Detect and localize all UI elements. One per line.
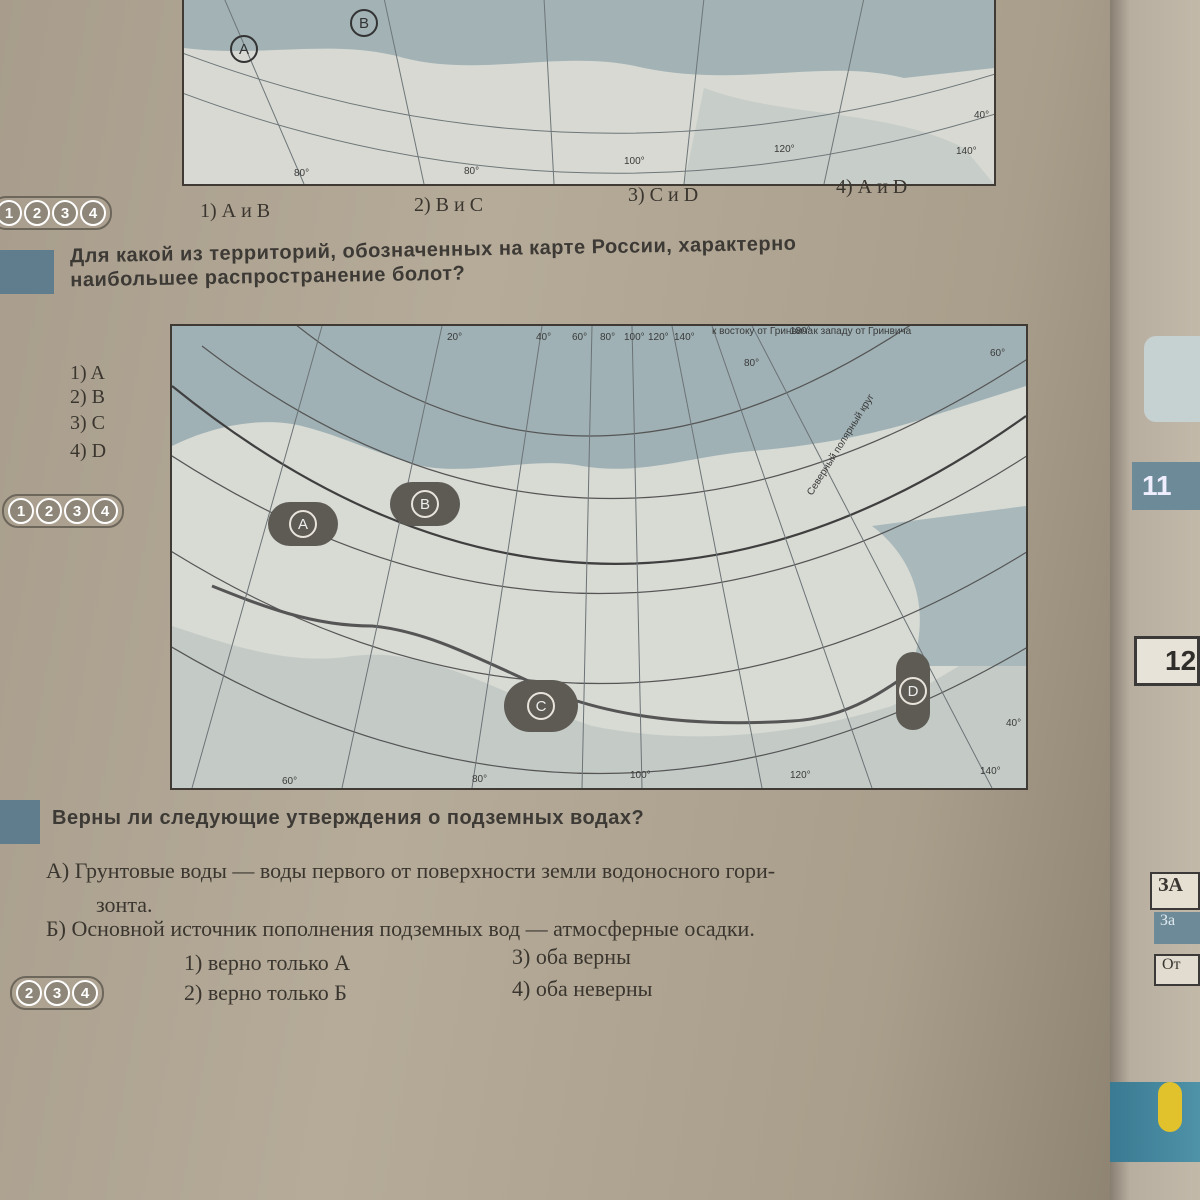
q2-circle-2[interactable]: 2 — [16, 980, 42, 1006]
bottom-lon-120: 120° — [790, 770, 811, 781]
statement-b: Б) Основной источник пополнения подземных вод — атмосферные осадки. — [46, 916, 755, 941]
prev-map-lat-40: 40° — [974, 110, 990, 121]
region-a-label: A — [289, 510, 317, 538]
prev-circle-1[interactable]: 1 — [0, 200, 22, 226]
question-title — [70, 228, 1031, 293]
prev-map-lon-100: 100° — [624, 156, 645, 167]
prev-option-1: 1) А и В — [200, 200, 271, 222]
option-b[interactable]: 2) B — [70, 386, 105, 408]
q2-option-3[interactable]: 3) оба верны — [512, 944, 631, 969]
region-c-marker[interactable] — [504, 680, 578, 732]
statement-a-line-2: зонта. — [96, 892, 153, 917]
question2-title: Верны ли следующие утверждения о подземных водах? — [52, 807, 645, 829]
statement-a-line-1: А) Грунтовые воды — воды первого от поверхности земли водоносного гори- — [46, 858, 776, 883]
prev-region-a: A — [224, 34, 264, 64]
answer-circle-1[interactable]: 1 — [8, 498, 34, 524]
region-b-marker[interactable] — [390, 482, 460, 526]
russia-map — [170, 324, 1028, 790]
question2-number-box — [0, 800, 40, 844]
prev-map-lon-120: 120° — [774, 144, 795, 155]
prev-circle-2[interactable]: 2 — [24, 200, 50, 226]
task-11-tab: 11 — [1132, 462, 1200, 510]
option-d[interactable]: 4) D — [70, 440, 107, 462]
side-heading-za: ЗА — [1150, 872, 1200, 910]
top-lon-20: 20° — [447, 332, 463, 343]
lat-80: 80° — [744, 358, 760, 369]
bottom-lon-140: 140° — [980, 766, 1001, 777]
region-d-label: D — [899, 677, 927, 705]
option-a[interactable]: 1) A — [70, 362, 105, 384]
bottom-lon-100: 100° — [630, 770, 651, 781]
region-c-label: C — [527, 692, 555, 720]
arctic-circle-label: Северный полярный круг — [805, 392, 877, 498]
question-number-box — [0, 250, 54, 294]
q2-option-2[interactable]: 2) верно только Б — [184, 980, 347, 1005]
prev-answer-circles — [0, 196, 112, 230]
option-c[interactable]: 3) C — [70, 412, 105, 434]
prev-map-lon-140: 140° — [956, 146, 977, 157]
lat-60: 60° — [990, 348, 1006, 359]
answer-circle-3[interactable]: 3 — [64, 498, 90, 524]
q2-answer-circles — [10, 976, 104, 1010]
answer-circle-4[interactable]: 4 — [92, 498, 118, 524]
top-lon-80: 80° — [600, 332, 616, 343]
lat-40: 40° — [1006, 718, 1022, 729]
side-card — [1144, 336, 1200, 422]
bottom-lon-80: 80° — [472, 774, 488, 785]
prev-map-lon-80a: 80° — [294, 168, 310, 179]
west-of-greenwich: 180° к западу от Гринвича — [790, 326, 912, 337]
top-lon-120: 120° — [648, 332, 669, 343]
prev-circle-4[interactable]: 4 — [80, 200, 106, 226]
prev-map-lon-80b: 80° — [464, 166, 480, 177]
question-title-line-2: наибольшее распространение болот? — [70, 262, 466, 292]
q2-circle-3[interactable]: 3 — [44, 980, 70, 1006]
region-b-label: B — [411, 490, 439, 518]
prev-map — [182, 0, 996, 186]
top-lon-40: 40° — [536, 332, 552, 343]
q2-option-4[interactable]: 4) оба неверны — [512, 976, 653, 1001]
prev-option-2: 2) В и С — [414, 194, 484, 216]
q2-option-1[interactable]: 1) верно только А — [184, 950, 351, 975]
prev-option-3: 3) С и D — [628, 184, 699, 206]
region-d-marker[interactable] — [896, 652, 930, 730]
side-subheading: За — [1154, 912, 1200, 944]
question-title-line-1: Для какой из территорий, обозначенных на карте России, характерно — [69, 232, 797, 268]
prev-region-b: B — [344, 8, 384, 38]
book-cover-edge — [1110, 1082, 1200, 1162]
bottom-lon-60: 60° — [282, 776, 298, 787]
prev-option-4: 4) А и D — [836, 176, 908, 198]
top-lon-60: 60° — [572, 332, 588, 343]
region-a-marker[interactable] — [268, 502, 338, 546]
right-page — [1100, 0, 1200, 1200]
task-12-tab: 12 — [1134, 636, 1200, 686]
side-answer-box: От — [1154, 954, 1200, 986]
east-of-greenwich: к востоку от Гринвича — [712, 326, 814, 337]
q2-circle-4[interactable]: 4 — [72, 980, 98, 1006]
top-lon-100: 100° — [624, 332, 645, 343]
answer-circle-2[interactable]: 2 — [36, 498, 62, 524]
answer-circles — [2, 494, 124, 528]
top-lon-140: 140° — [674, 332, 695, 343]
prev-circle-3[interactable]: 3 — [52, 200, 78, 226]
